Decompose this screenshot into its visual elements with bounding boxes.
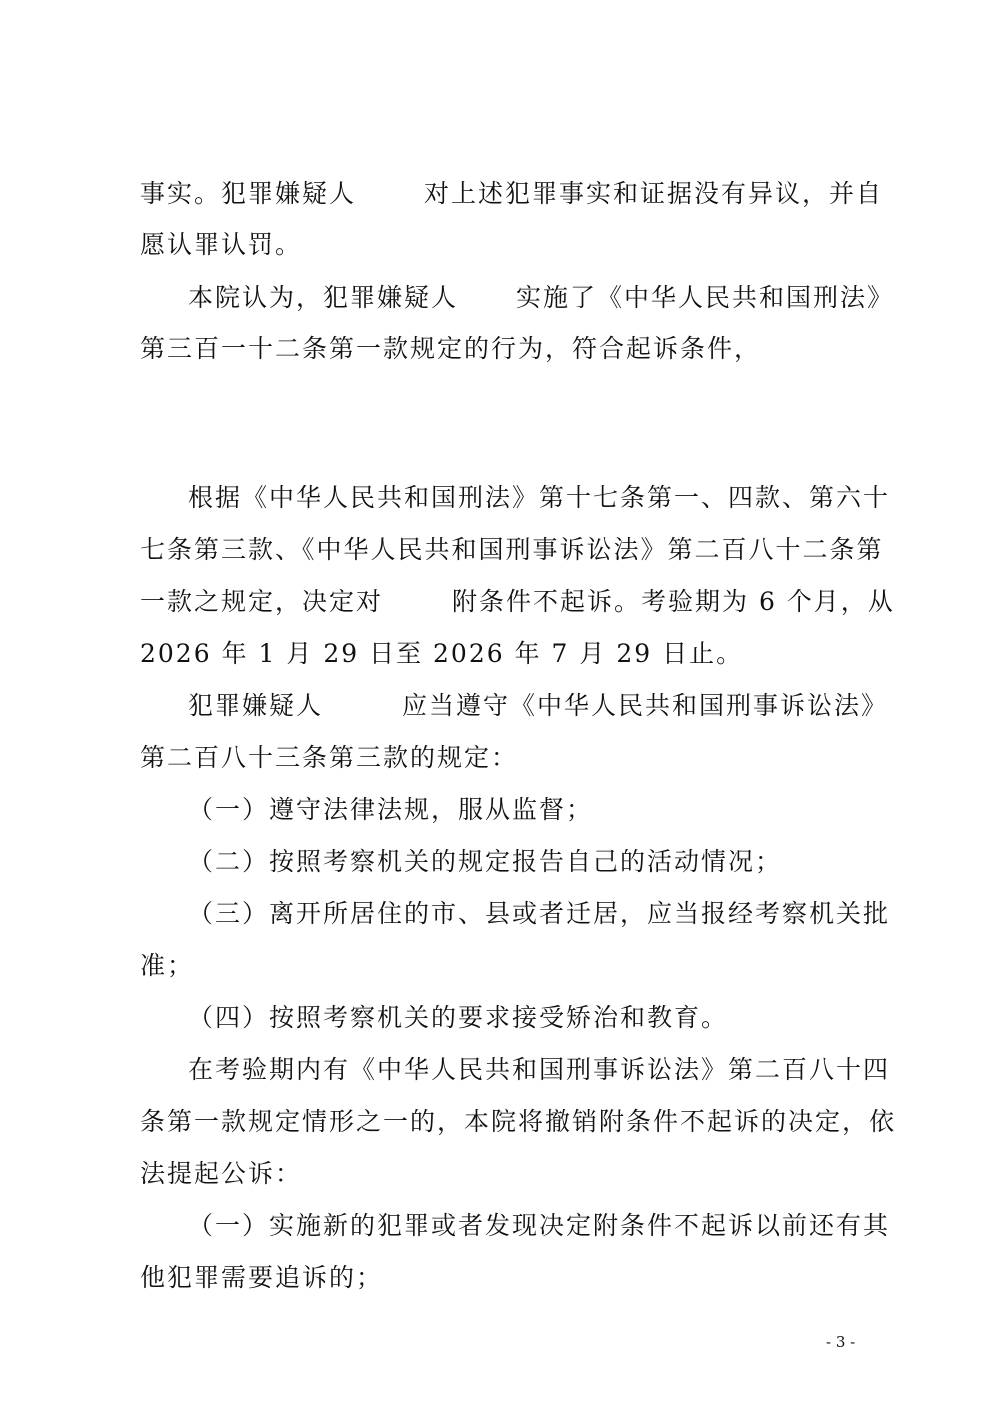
text-line: 对上述犯罪事实和证据没有异议，并自 bbox=[424, 179, 884, 208]
text-line: 事实。犯罪嫌疑人 bbox=[140, 179, 357, 208]
text-line: 准； bbox=[140, 951, 195, 980]
text-line: 本院认为，犯罪嫌疑人 bbox=[188, 283, 459, 312]
text-line: （二）按照考察机关的规定报告自己的活动情况； bbox=[188, 847, 783, 876]
page-number: - 3 - bbox=[826, 1333, 856, 1351]
text-line: 应当遵守《中华人民共和国刑事诉讼法》 bbox=[402, 691, 889, 720]
text-line: 附条件不起诉。考验期为 6 个月，从 bbox=[452, 587, 895, 616]
text-line: 愿认罪认罚。 bbox=[140, 230, 303, 259]
text-line: 第三百一十二条第一款规定的行为，符合起诉条件， bbox=[140, 334, 762, 363]
text-line: 他犯罪需要追诉的； bbox=[140, 1263, 384, 1292]
text-line: （四）按照考察机关的要求接受矫治和教育。 bbox=[188, 1003, 729, 1032]
text-line: 条第一款规定情形之一的，本院将撤销附条件不起诉的决定，依 bbox=[140, 1107, 897, 1136]
text-line: （一）遵守法律法规，服从监督； bbox=[188, 795, 594, 824]
text-line: （一）实施新的犯罪或者发现决定附条件不起诉以前还有其 bbox=[188, 1211, 891, 1240]
text-line: 2026 年 1 月 29 日至 2026 年 7 月 29 日止。 bbox=[140, 639, 744, 668]
text-line: 一款之规定，决定对 bbox=[140, 587, 384, 616]
text-line: 在考验期内有《中华人民共和国刑事诉讼法》第二百八十四 bbox=[188, 1055, 891, 1084]
text-line: 第二百八十三条第三款的规定： bbox=[140, 743, 519, 772]
text-line: 根据《中华人民共和国刑法》第十七条第一、四款、第六十 bbox=[188, 483, 891, 512]
text-line: 犯罪嫌疑人 bbox=[188, 691, 324, 720]
text-line: 法提起公诉： bbox=[140, 1159, 303, 1188]
text-line: 实施了《中华人民共和国刑法》 bbox=[516, 283, 895, 312]
text-line: （三）离开所居住的市、县或者迁居，应当报经考察机关批 bbox=[188, 899, 891, 928]
text-line: 七条第三款、《中华人民共和国刑事诉讼法》第二百八十二条第 bbox=[140, 535, 884, 564]
